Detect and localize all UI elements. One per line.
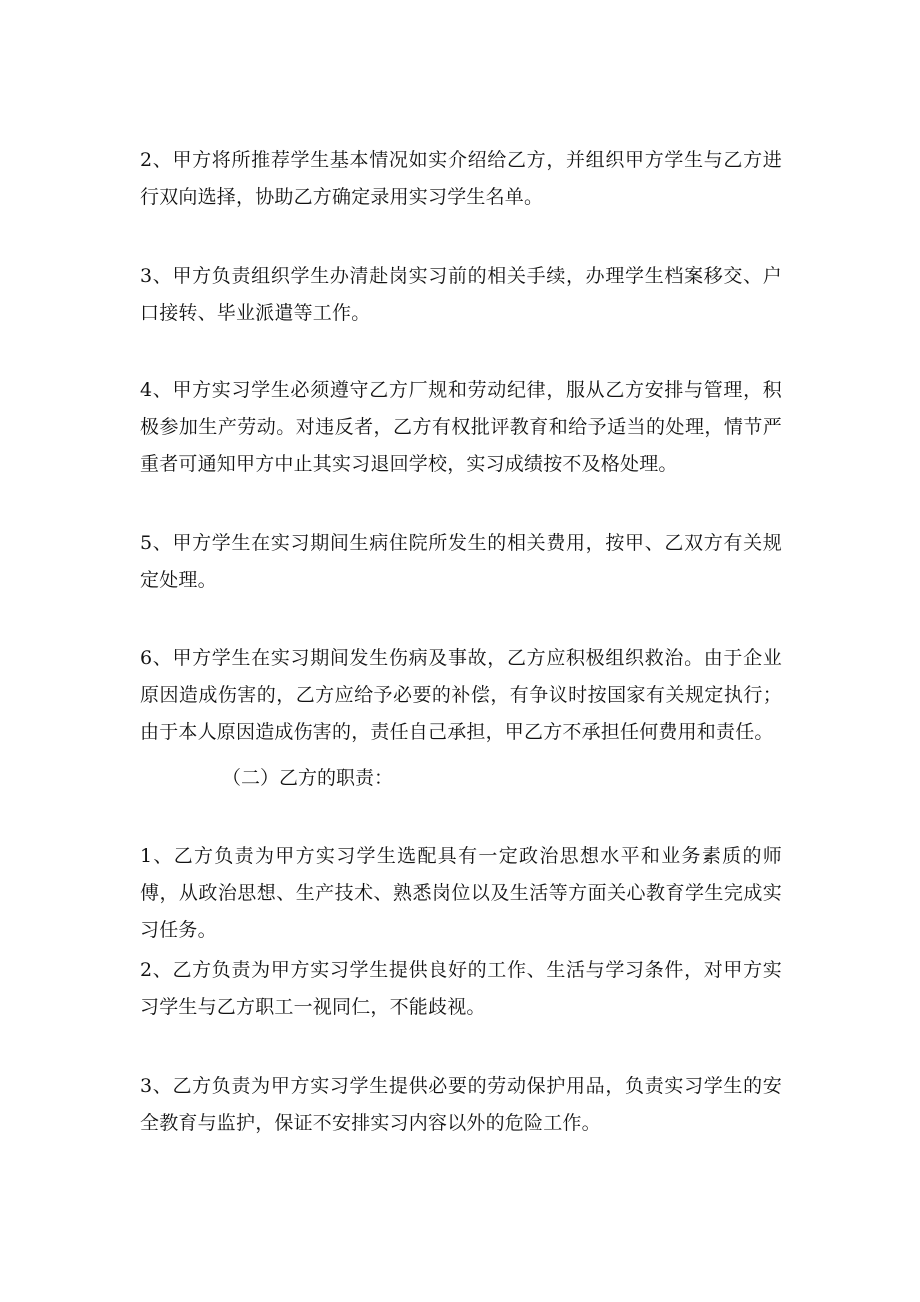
paragraph-a-4: 4、甲方实习学生必须遵守乙方厂规和劳动纪律，服从乙方安排与管理，积极参加生产劳动。对违反者，乙方有权批评教育和给予适当的处理，情节严重者可通知甲方中止其实习退回学校，实习成绩按不及格处理。 [140, 379, 782, 475]
paragraph-a-2: 2、甲方将所推荐学生基本情况如实介绍给乙方，并组织甲方学生与乙方进行双向选择，协助乙方确定录用实习学生名单。 [140, 149, 782, 208]
paragraph-b-1: 1、乙方负责为甲方实习学生选配具有一定政治思想水平和业务素质的师傅，从政治思想、生产技术、熟悉岗位以及生活等方面关心教育学生完成实习任务。 [140, 845, 782, 941]
paragraph-b-2: 2、乙方负责为甲方实习学生提供良好的工作、生活与学习条件，对甲方实习学生与乙方职工一视同仁，不能歧视。 [140, 959, 782, 1018]
paragraph-a-6: 6、甲方学生在实习期间发生伤病及事故，乙方应积极组织救治。由于企业原因造成伤害的，乙方应给予必要的补偿，有争议时按国家有关规定执行；由于本人原因造成伤害的，责任自己承担，甲乙方不承担任何费用和责任。 [140, 647, 782, 743]
section-heading: （二）乙方的职责： [222, 767, 394, 789]
paragraph-a-5: 5、甲方学生在实习期间生病住院所发生的相关费用，按甲、乙双方有关规定处理。 [140, 532, 782, 591]
paragraph-b-3: 3、乙方负责为甲方实习学生提供必要的劳动保护用品，负责实习学生的安全教育与监护，保证不安排实习内容以外的危险工作。 [140, 1075, 782, 1134]
paragraph-a-3: 3、甲方负责组织学生办清赴岗实习前的相关手续，办理学生档案移交、户口接转、毕业派遣等工作。 [140, 265, 782, 324]
